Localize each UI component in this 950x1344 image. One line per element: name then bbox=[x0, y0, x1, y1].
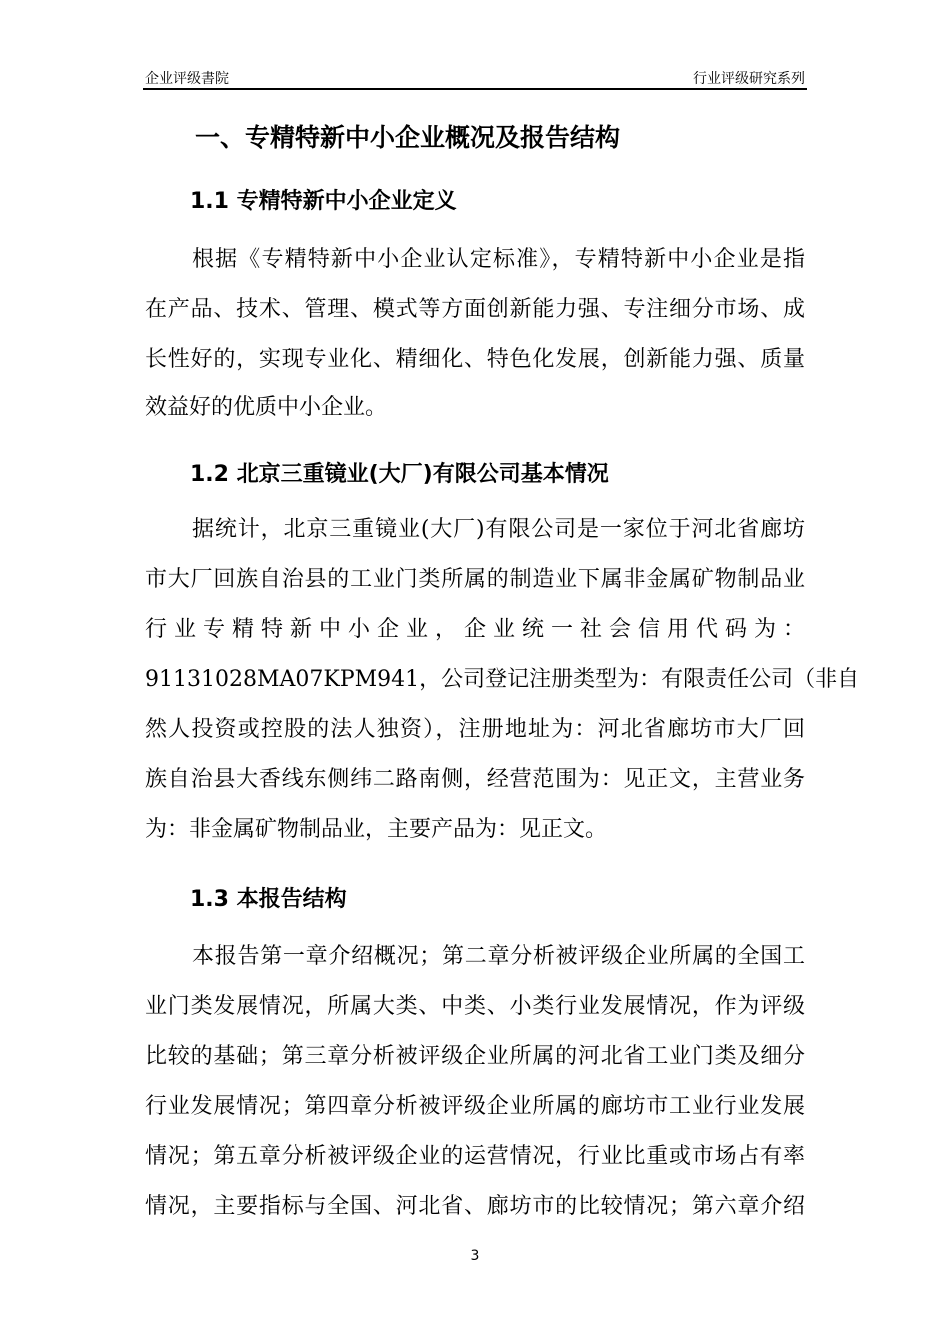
paragraph-line: 效益好的优质中小企业。 bbox=[145, 395, 388, 420]
paragraph-line: 比较的基础；第三章分析被评级企业所属的河北省工业门类及细分 bbox=[145, 1044, 805, 1069]
paragraph-line: 情况；第五章分析被评级企业的运营情况，行业比重或市场占有率 bbox=[145, 1144, 805, 1169]
paragraph-line: 91131028MA07KPM941，公司登记注册类型为：有限责任公司（非自 bbox=[145, 667, 860, 692]
section-heading: 1.3 本报告结构 bbox=[190, 887, 347, 912]
paragraph-line: 族自治县大香线东侧纬二路南侧，经营范围为：见正文，主营业务 bbox=[145, 767, 805, 792]
header-rule bbox=[143, 88, 807, 90]
header-left: 企业评级書院 bbox=[145, 71, 229, 87]
page-number: 3 bbox=[470, 1248, 480, 1264]
paragraph-line: 行业专精特新中小企业，企业统一社会信用代码为： bbox=[145, 617, 805, 642]
paragraph-line: 根据《专精特新中小企业认定标准》，专精特新中小企业是指 bbox=[192, 247, 805, 272]
paragraph-line: 行业发展情况；第四章分析被评级企业所属的廊坊市工业行业发展 bbox=[145, 1094, 805, 1119]
paragraph-line: 情况，主要指标与全国、河北省、廊坊市的比较情况；第六章介绍 bbox=[145, 1194, 805, 1219]
paragraph-line: 业门类发展情况，所属大类、中类、小类行业发展情况，作为评级 bbox=[145, 994, 805, 1019]
section-heading: 1.1 专精特新中小企业定义 bbox=[190, 189, 457, 214]
chapter-title: 一、专精特新中小企业概况及报告结构 bbox=[195, 123, 621, 152]
paragraph-line: 然人投资或控股的法人独资），注册地址为：河北省廊坊市大厂回 bbox=[145, 717, 805, 742]
paragraph-line: 本报告第一章介绍概况；第二章分析被评级企业所属的全国工 bbox=[192, 944, 805, 969]
paragraph-line: 在产品、技术、管理、模式等方面创新能力强、专注细分市场、成 bbox=[145, 297, 805, 322]
section-heading: 1.2 北京三重镜业(大厂)有限公司基本情况 bbox=[190, 462, 609, 487]
paragraph-line: 长性好的，实现专业化、精细化、特色化发展，创新能力强、质量 bbox=[145, 347, 805, 372]
header-right: 行业评级研究系列 bbox=[693, 71, 805, 87]
paragraph-line: 据统计，北京三重镜业(大厂)有限公司是一家位于河北省廊坊 bbox=[192, 517, 805, 542]
paragraph-line: 市大厂回族自治县的工业门类所属的制造业下属非金属矿物制品业 bbox=[145, 567, 805, 592]
paragraph-line: 为：非金属矿物制品业，主要产品为：见正文。 bbox=[145, 817, 608, 842]
